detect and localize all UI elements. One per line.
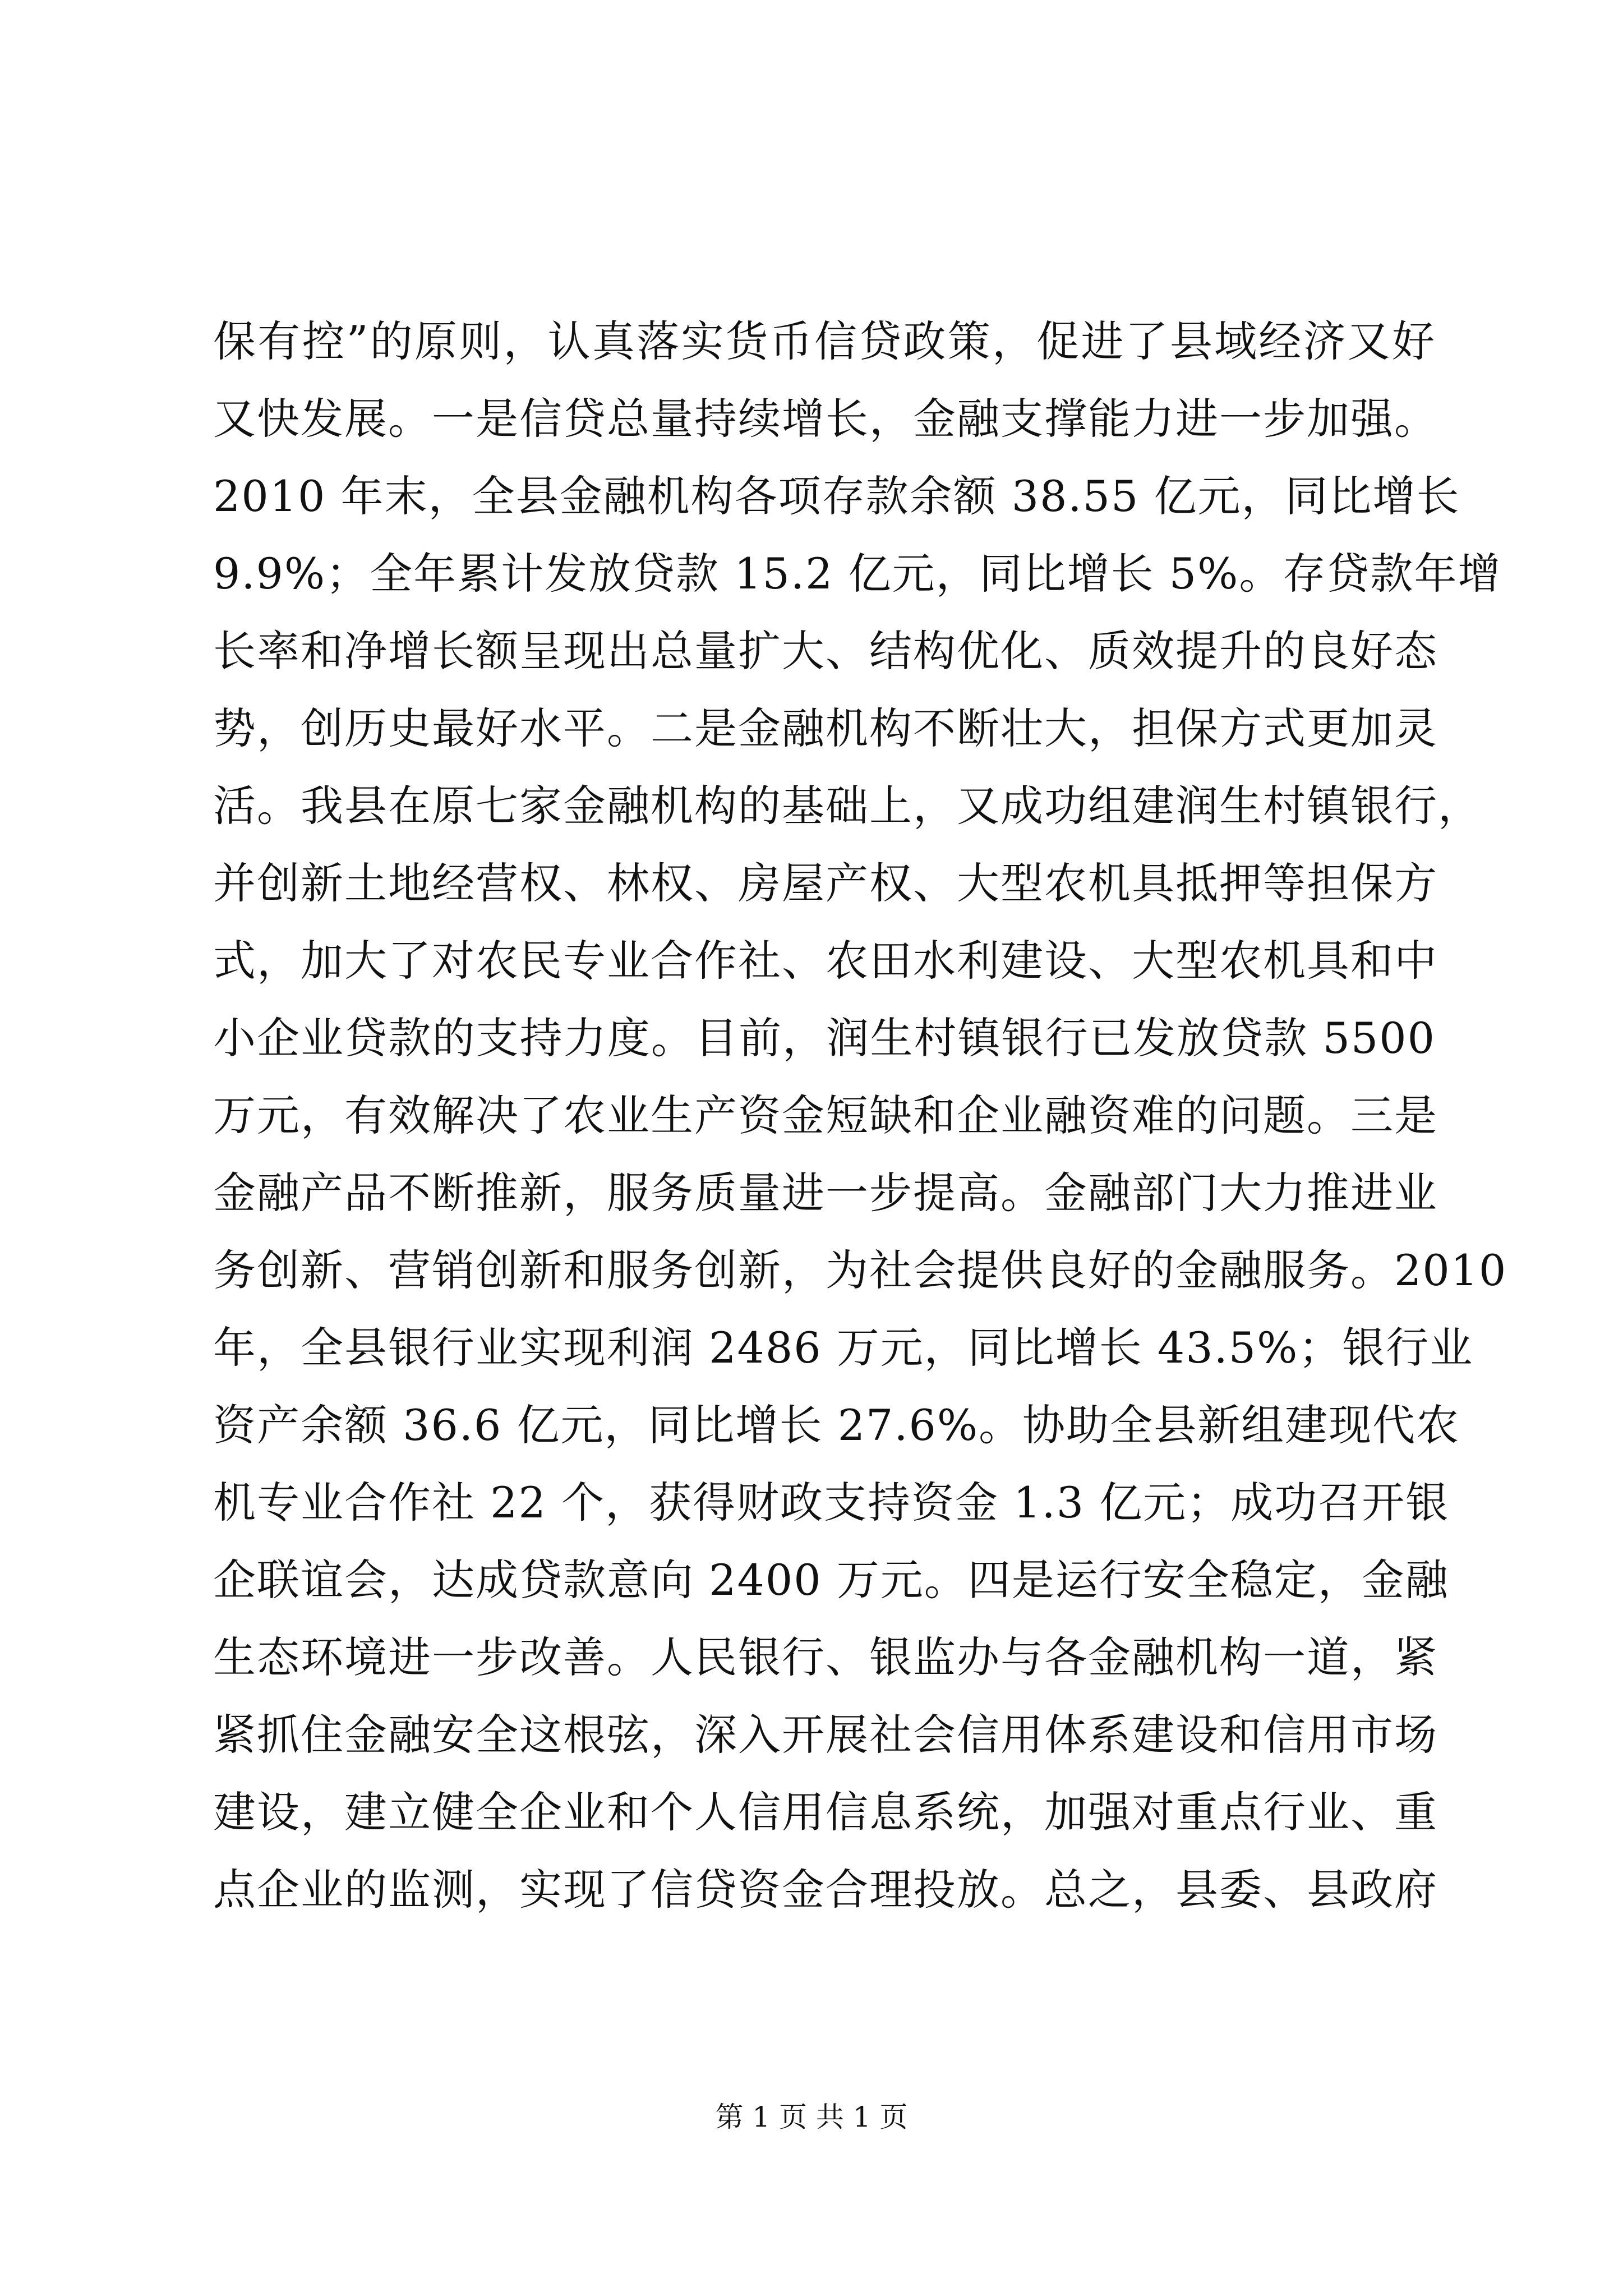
text-line: 资产余额 36.6 亿元，同比增长 27.6%。协助全县新组建现代农 <box>213 1400 1460 1450</box>
text-line: 2010 年末，全县金融机构各项存款余额 38.55 亿元，同比增长 <box>213 471 1460 521</box>
text-line: 务创新、营销创新和服务创新，为社会提供良好的金融服务。2010 <box>213 1245 1507 1295</box>
text-line: 企联谊会，达成贷款意向 2400 万元。四是运行安全稳定，金融 <box>213 1555 1449 1605</box>
text-line: 又快发展。一是信贷总量持续增长，金融支撑能力进一步加强。 <box>213 394 1438 444</box>
text-line: 活。我县在原七家金融机构的基础上，又成功组建润生村镇银行， <box>213 781 1482 831</box>
text-line: 并创新土地经营权、林权、房屋产权、大型农机具抵押等担保方 <box>213 858 1438 908</box>
text-line: 长率和净增长额呈现出总量扩大、结构优化、质效提升的良好态 <box>213 626 1438 676</box>
body-text <box>213 292 1507 1929</box>
text-line: 建设，建立健全企业和个人信用信息系统，加强对重点行业、重 <box>213 1787 1438 1837</box>
text-line: 万元，有效解决了农业生产资金短缺和企业融资难的问题。三是 <box>213 1091 1438 1140</box>
text-line: 紧抓住金融安全这根弦，深入开展社会信用体系建设和信用市场 <box>213 1710 1438 1760</box>
text-line: 年，全县银行业实现利润 2486 万元，同比增长 43.5%；银行业 <box>213 1323 1474 1373</box>
text-line: 机专业合作社 22 个，获得财政支持资金 1.3 亿元；成功召开银 <box>213 1478 1450 1527</box>
text-line: 式，加大了对农民专业合作社、农田水利建设、大型农机具和中 <box>213 936 1438 986</box>
text-line: 金融产品不断推新，服务质量进一步提高。金融部门大力推进业 <box>213 1168 1438 1218</box>
page-footer: 第 1 页 共 1 页 <box>715 2101 908 2133</box>
text-line: 9.9%；全年累计发放贷款 15.2 亿元，同比增长 5%。存贷款年增 <box>213 549 1502 599</box>
text-line: 势，创历史最好水平。二是金融机构不断壮大，担保方式更加灵 <box>213 703 1438 753</box>
text-line: 生态环境进一步改善。人民银行、银监办与各金融机构一道，紧 <box>213 1632 1438 1682</box>
text-line: 点企业的监测，实现了信贷资金合理投放。总之，县委、县政府 <box>213 1865 1438 1915</box>
text-line: 小企业贷款的支持力度。目前，润生村镇银行已发放贷款 5500 <box>213 1013 1436 1063</box>
text-line: 保有控”的原则，认真落实货币信贷政策，促进了县域经济又好 <box>213 316 1436 366</box>
